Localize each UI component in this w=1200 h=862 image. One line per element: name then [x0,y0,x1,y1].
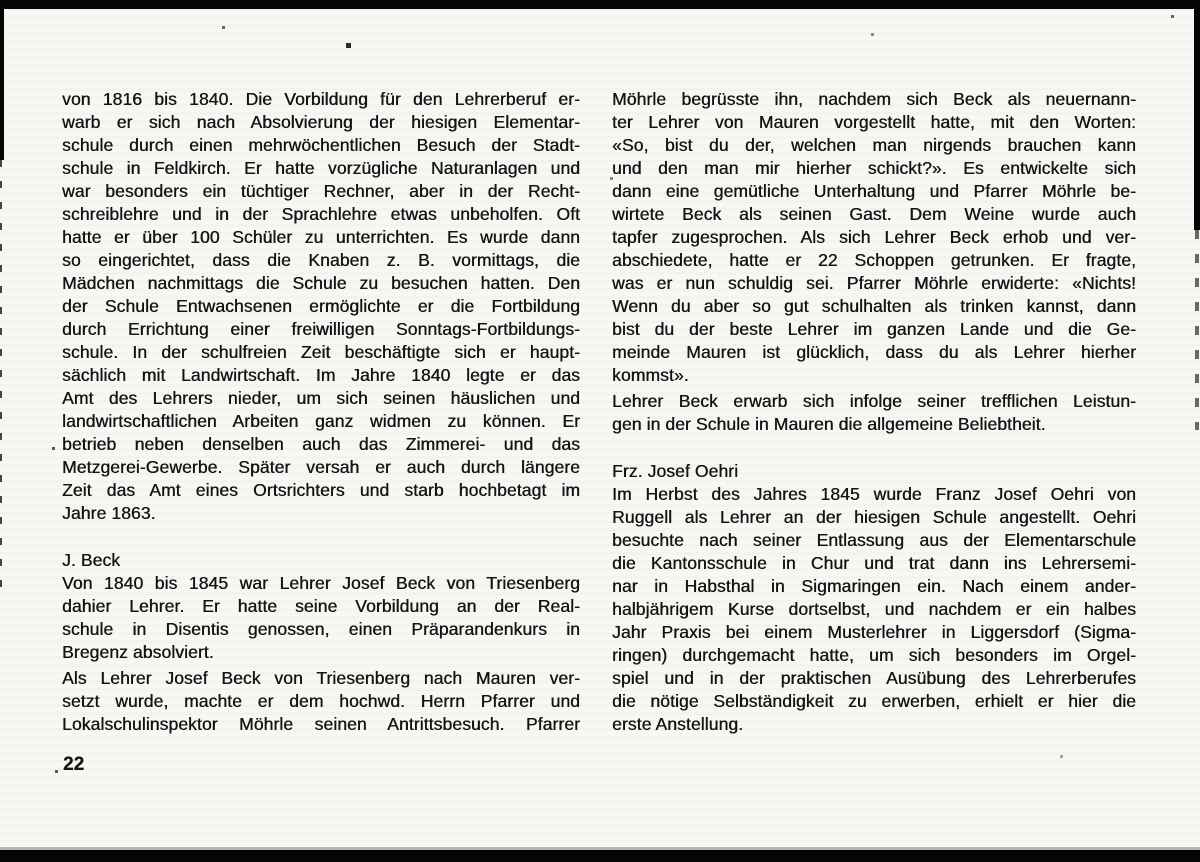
text-line: durch Errichtung einer freiwilligen Sonntags-Fortbildungs- [62,319,580,339]
text-line: war besonders ein tüchtiger Rechner, aber in der Recht- [62,181,580,201]
scan-edge-top [0,0,1200,9]
text-line: Mädchen nachmittags die Schule zu besuchen hatten. Den [62,273,580,293]
text-line: halbjährigem Kurse dortselbst, und nachdem er ein halbes [612,599,1136,619]
text-line: die Kantonsschule in Chur und trat dann ins Lehrersemi- [612,553,1136,573]
text-line: dahier Lehrer. Er hatte seine Vorbildung an der Real- [62,596,580,616]
text-line: setzt wurde, machte er dem hochwd. Herrn Pfarrer und [62,691,580,711]
text-line: wirtete Beck als seinen Gast. Dem Weine wurde auch [612,204,1136,224]
text-line: was er nun schuldig sei. Pfarrer Möhrle erwiderte: «Nichts! [612,273,1136,293]
text-line: meinde Mauren ist glücklich, dass du als Lehrer hierher [612,342,1136,362]
scan-edge-left [0,0,4,160]
text-line: schreiblehre und in der Sprachlehre etwas unbeholfen. Oft [62,204,580,224]
scan-edge-bottom [0,850,1200,862]
paragraph [62,667,580,736]
text-line: spiel und in der praktischen Ausübung des Lehrerberufes [612,668,1136,688]
text-line: bist du der beste Lehrer im ganzen Lande und die Ge- [612,319,1136,339]
left-text-column [62,88,580,736]
text-line: schule in Feldkirch. Er hatte vorzügliche Naturanlagen und [62,158,580,178]
scan-edge-right-dashes [1195,230,1199,430]
paragraph [62,572,580,664]
text-line: von 1816 bis 1840. Die Vorbildung für den Lehrerberuf er- [62,89,580,109]
text-line: schule. In der schulfreien Zeit beschäftigte sich er haupt- [62,342,580,362]
text-line: Lehrer Beck erwarb sich infolge seiner trefflichen Leistun- [612,391,1136,411]
text-line: Amt des Lehrers nieder, um sich seinen häuslichen und [62,388,580,408]
text-line: Wenn du aber so gut schulhalten als trinken kannst, dann [612,296,1136,316]
text-line: erste Anstellung. [612,714,744,734]
text-line: Lokalschulinspektor Möhrle seinen Antrittsbesuch. Pfarrer [62,714,580,734]
text-line: Bregenz absolviert. [62,642,214,662]
paragraph [612,88,1136,387]
text-line: Im Herbst des Jahres 1845 wurde Franz Josef Oehri von [612,484,1136,504]
text-line: hatte er über 100 Schüler zu unterrichten. Es wurde dann [62,227,580,247]
text-line: betrieb neben denselben auch das Zimmerei- und das [62,434,580,454]
paragraph [612,483,1136,736]
text-line: die nötige Selbständigkeit zu erwerben, erhielt er hier die [612,691,1136,711]
text-line: schule in Disentis genossen, einen Präparandenkurs in [62,619,580,639]
scan-specks [0,0,3,3]
text-line: warb er sich nach Absolvierung der hiesigen Elementar- [62,112,580,132]
page-number: 22 [63,754,85,775]
section-heading: J. Beck [62,550,121,570]
text-line: Metzgerei-Gewerbe. Später versah er auch durch längere [62,457,580,477]
scan-edge-right [1194,0,1200,230]
text-line: ter Lehrer von Mauren vorgestellt hatte, mit den Worten: [612,112,1136,132]
text-line: Von 1840 bis 1845 war Lehrer Josef Beck von Triesenberg [62,573,580,593]
text-line: Möhrle begrüsste ihn, nachdem sich Beck als neuernann- [612,89,1136,109]
text-line: kommst». [612,365,689,385]
text-line: der Schule Entwachsenen ermöglichte er die Fortbildung [62,296,580,316]
paragraph [62,88,580,525]
scan-edge-left-dashes [0,160,2,590]
paragraph [612,390,1136,436]
text-line: Zeit das Amt eines Ortsrichters und starb hochbetagt im [62,480,580,500]
right-text-column [612,88,1136,736]
text-line: Jahr Praxis bei einem Musterlehrer in Liggersdorf (Sigma- [612,622,1136,642]
text-line: sächlich mit Landwirtschaft. Im Jahre 1840 legte er das [62,365,580,385]
section-heading: Frz. Josef Oehri [612,461,739,481]
text-line: Als Lehrer Josef Beck von Triesenberg nach Mauren ver- [62,668,580,688]
text-line: besuchte nach seiner Entlassung aus der Elementarschule [612,530,1136,550]
text-line: so eingerichtet, dass die Knaben z. B. vormittags, die [62,250,580,270]
text-line: schule durch einen mehrwöchentlichen Besuch der Stadt- [62,135,580,155]
text-line: nar in Habsthal in Sigmaringen ein. Nach einem ander- [612,576,1136,596]
text-line: dann eine gemütliche Unterhaltung und Pfarrer Möhrle be- [612,181,1136,201]
text-line: und den man mir hierher schickt?». Es entwickelte sich [612,158,1136,178]
text-line: Ruggell als Lehrer an der hiesigen Schule angestellt. Oehri [612,507,1136,527]
text-line: abschiedete, hatte er 22 Schoppen getrunken. Er fragte, [612,250,1136,270]
text-line: ringen) durchgemacht hatte, um sich besonders im Orgel- [612,645,1136,665]
text-line: gen in der Schule in Mauren die allgemeine Beliebtheit. [612,414,1046,434]
text-line: tapfer zugesprochen. Als sich Lehrer Beck erhob und ver- [612,227,1136,247]
text-line: «So, bist du der, welchen man nirgends brauchen kann [612,135,1136,155]
text-line: Jahre 1863. [62,503,156,523]
text-line: landwirtschaftlichen Arbeiten ganz widmen zu können. Er [62,411,580,431]
